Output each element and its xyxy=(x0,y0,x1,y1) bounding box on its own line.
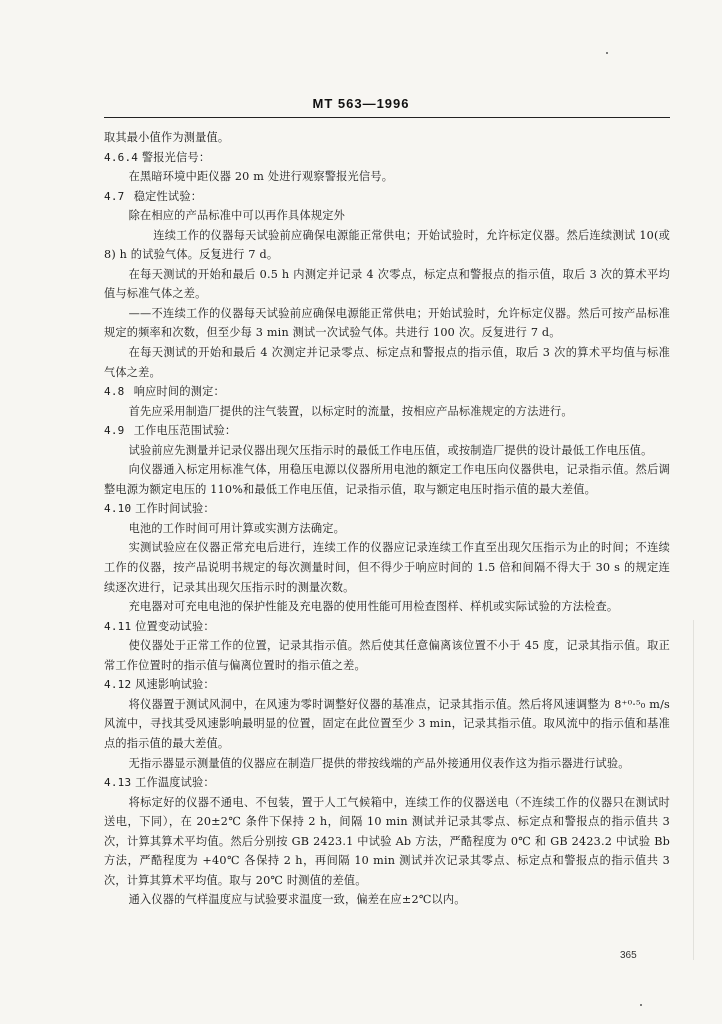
body-paragraph: 在每天测试的开始和最后 4 次测定并记录零点、标定点和警报点的指示值，取后 3 次的算术平均值与标准气体之差。 xyxy=(104,346,670,379)
header-rule xyxy=(104,117,670,118)
body-paragraph: 连续工作的仪器每天试验前应确保电源能正常供电；开始试验时，允许标定仪器。然后连续测试 10(或 8) h 的试验气体。反复进行 7 d。 xyxy=(104,228,670,262)
body-paragraph: 电池的工作时间可用计算或实测方法确定。 xyxy=(128,521,345,535)
scan-artifact-line xyxy=(693,620,694,960)
scan-speck xyxy=(640,1004,642,1006)
section-number: 4.13 xyxy=(104,776,132,790)
section-title: 警报光信号： xyxy=(141,150,211,164)
body-paragraph: 试验前应先测量并记录仪器出现欠压指示时的最低工作电压值，或按制造厂提供的设计最低工作电压值。 xyxy=(128,443,653,457)
section-title: 响应时间的测定： xyxy=(133,385,225,399)
section-title: 稳定性试验： xyxy=(133,189,203,203)
body-paragraph: 使仪器处于正常工作的位置，记录其指示值。然后使其任意偏离该位置不小于 45 度，记录其指示值。取正常工作位置时的指示值与偏离位置时的指示值之差。 xyxy=(104,639,670,672)
section-heading xyxy=(104,187,670,207)
section-number: 4.6.4 xyxy=(104,150,139,164)
scan-speck xyxy=(606,52,608,54)
section-title: 工作时间试验： xyxy=(135,502,215,516)
section-title: 工作电压范围试验： xyxy=(133,424,237,438)
body-paragraph: ——不连续工作的仪器每天试验前应确保电源能正常供电；开始试验时，允许标定仪器。然后可按产品标准规定的频率和次数，但至少每 3 min 测试一次试验气体。共进行 100 次。反复进行 7 d。 xyxy=(104,306,670,340)
page-number: 365 xyxy=(620,950,637,961)
body-paragraph: 取其最小值作为测量值。 xyxy=(104,131,230,144)
body-paragraph: 在每天测试的开始和最后 0.5 h 内测定并记录 4 次零点，标定点和警报点的指示值，取后 3 次的算术平均值与标准气体之差。 xyxy=(104,267,670,301)
body-paragraph: 除在相应的产品标准中可以再作具体规定外 xyxy=(128,209,345,223)
section-heading xyxy=(104,421,670,441)
section-number: 4.12 xyxy=(104,678,132,692)
section-number: 4.7 xyxy=(104,189,125,203)
body-paragraph: 无指示器显示测量值的仪器应在制造厂提供的带按线端的产品外接通用仪表作这为指示器进行试验。 xyxy=(128,756,630,770)
section-number: 4.8 xyxy=(104,385,125,399)
section-heading xyxy=(104,382,670,402)
section-number: 4.10 xyxy=(104,502,132,516)
document-body xyxy=(104,128,670,910)
section-heading xyxy=(104,773,670,793)
section-heading xyxy=(104,148,670,168)
section-title: 风速影响试验： xyxy=(135,678,215,692)
body-paragraph: 首先应采用制造厂提供的注气装置，以标定时的流量，按相应产品标准规定的方法进行。 xyxy=(128,404,573,418)
body-paragraph: 实测试验应在仪器正常充电后进行，连续工作的仪器应记录连续工作直至出现欠压指示为止的时间；不连续工作的仪器，按产品说明书规定的每次测量时间，但不得少于响应时间的 1.5 倍和间隔不得大于 30 s 的规定连续逐次进行，记录其出现欠压指示时的测量次数。 xyxy=(104,541,670,594)
section-title: 工作温度试验： xyxy=(135,776,215,790)
body-paragraph: 将仪器置于测试风洞中，在风速为零时调整好仪器的基准点，记录其指示值。然后将风速调整为 8⁺⁰·⁵₀ m/s 风流中，寻找其受风速影响最明显的位置，固定在此位置至少 3 min，记录其指示值。取风流中的指示值和基准点的指示值的最大差值。 xyxy=(104,697,670,750)
body-paragraph: 通入仪器的气样温度应与试验要求温度一致，偏差在应±2℃以内。 xyxy=(128,893,466,907)
body-paragraph: 在黑暗环境中距仪器 20 m 处进行观察警报光信号。 xyxy=(128,170,394,184)
body-paragraph: 将标定好的仪器不通电、不包装，置于人工气候箱中，连续工作的仪器送电（不连续工作的仪器只在测试时送电，下同），在 20±2℃ 条件下保持 2 h，间隔 10 min 测试并记录其零点、标定点和警报点的指示值共 3 次，计算其算术平均值。然后分别按 GB 2423.1 中试验 Ab 方法，严酷程度为 0℃ 和 GB 2423.2 中试验 Bb 方法，严酷程度为 +40℃ 各保持 2 h，再间隔 10 min 测试并次记录其零点、标定点和警报点的指示值共 3 次，计算其算术平均值。取与 20℃ 时测值的差值。 xyxy=(104,795,670,887)
section-heading xyxy=(104,617,670,637)
section-heading xyxy=(104,499,670,519)
section-heading xyxy=(104,675,670,695)
section-number: 4.11 xyxy=(104,619,132,633)
section-number: 4.9 xyxy=(104,424,125,438)
section-title: 位置变动试验： xyxy=(135,619,215,633)
page-header-title: MT 563—1996 xyxy=(312,96,410,111)
body-paragraph: 充电器对可充电电池的保护性能及充电器的使用性能可用检查图样、样机或实际试验的方法检查。 xyxy=(128,600,619,614)
body-paragraph: 向仪器通入标定用标准气体，用稳压电源以仪器所用电池的额定工作电压向仪器供电，记录指示值。然后调整电源为额定电压的 110%和最低工作电压值，记录指示值，取与额定电压时指示值的最大差值。 xyxy=(104,463,670,496)
